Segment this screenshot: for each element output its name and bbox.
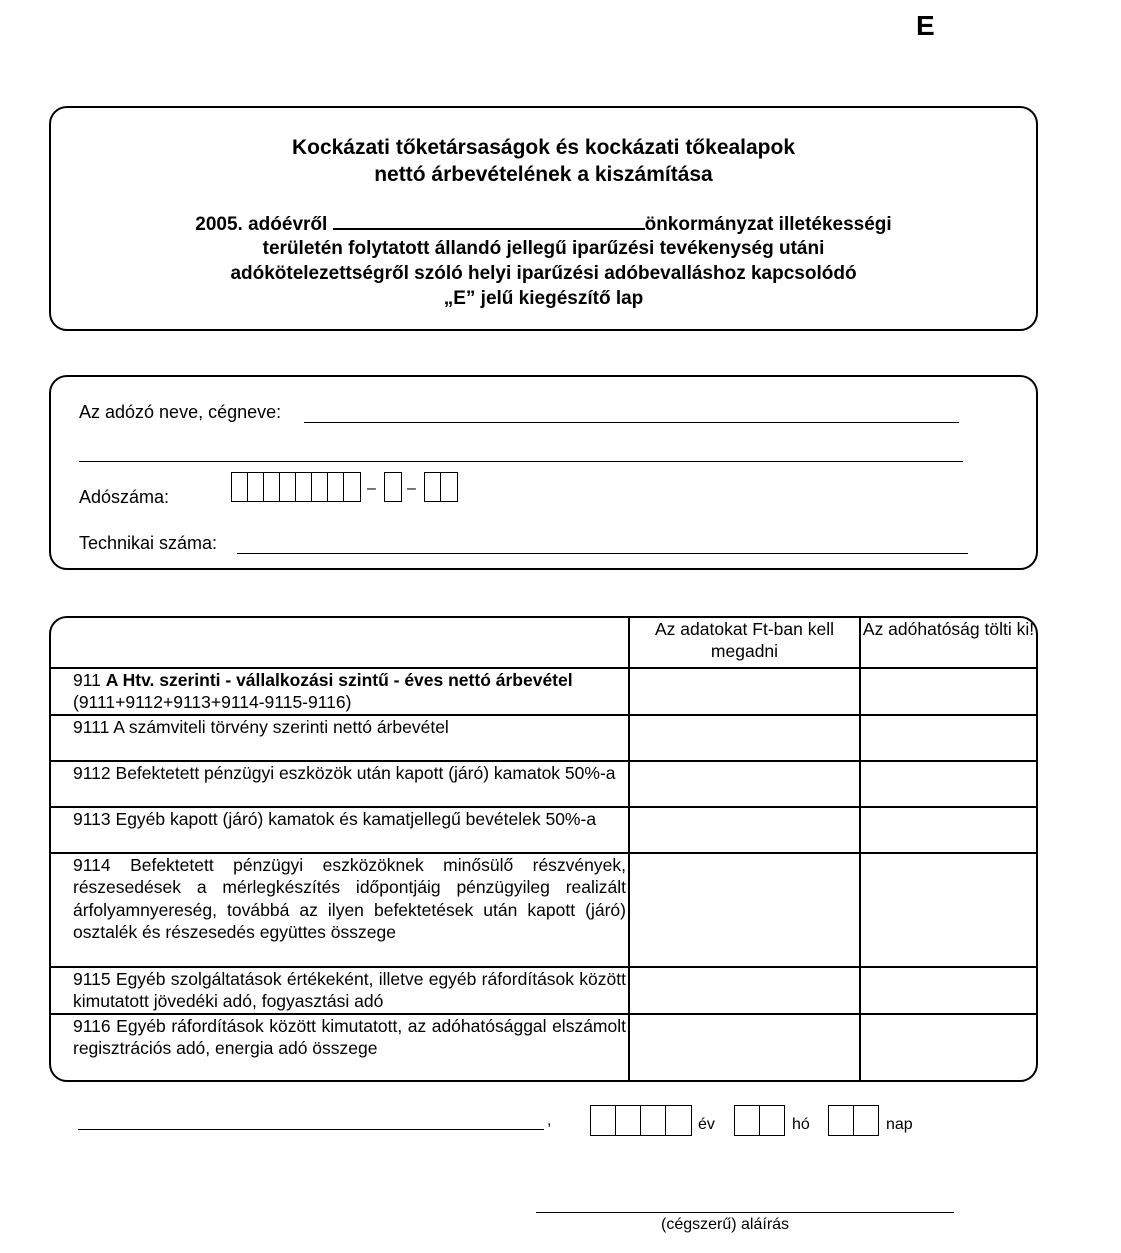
taxpayer-name-label: Az adózó neve, cégneve: [79,402,282,422]
row-9113-authority-cell [860,807,1036,853]
municipality-suffix: önkormányzat illetékességi [644,214,892,235]
table-row [51,761,1036,807]
table-row [51,715,1036,761]
row-9112-amount-cell[interactable] [629,761,860,807]
row-text: Befektetett pénzügyi eszközöknek minősülő részvények, részesedések a mérlegkészítés időpontjáig pénzügyileg realizált árfolyamnyereség, továbbá az ilyen befektetések után kapott (járó) osztalék és részesedés együttes összege [73,854,626,942]
tax-number-label: Adószáma: [79,487,170,507]
tax-number-separator-1: – [367,480,376,497]
table-row [51,807,1036,853]
header-authority: Az adóhatóság tölti ki! [860,618,1036,668]
row-text: Egyéb kapott (járó) kamatok és kamatjellegű bevételek 50%-a [115,808,597,829]
taxpayer-name-field-line-2[interactable] [79,461,963,462]
year-label: év [698,1116,715,1133]
tax-year-label: 2005. adóévről [195,214,328,235]
row-code: 9112 [73,762,111,783]
row-9115-amount-cell[interactable] [629,967,860,1014]
row-code: 9115 [73,968,111,989]
row-9114-label [51,853,629,967]
taxpayer-name-field[interactable] [304,422,959,423]
row-911-authority-cell [860,668,1036,715]
revenue-table-box [49,616,1038,1082]
row-9111-amount-cell[interactable] [629,715,860,761]
row-9112-label [51,761,629,807]
form-title-line-1: Kockázati tőketársaságok és kockázati tőkealapok [291,136,796,159]
row-9111-label [51,715,629,761]
taxpayer-info-box [49,375,1038,570]
day-label: nap [886,1116,913,1133]
place-field[interactable] [78,1129,544,1130]
table-row [51,967,1036,1014]
row-text: A számviteli törvény szerinti nettó árbevétel [113,716,449,737]
row-9113-label [51,807,629,853]
municipality-blank[interactable] [333,212,645,230]
row-9111-authority-cell [860,715,1036,761]
title-box [49,106,1038,331]
form-subtitle-line-3: adókötelezettségről szóló helyi iparűzési adóbevalláshoz kapcsolódó [230,263,857,284]
row-code: 9114 [73,854,111,875]
table-header-row [51,618,1036,668]
form-title-line-2: nettó árbevételének a kiszámítása [374,163,713,186]
technical-number-label: Technikai száma: [79,533,218,553]
signature-line[interactable] [536,1212,954,1213]
form-subtitle-line-2: területén folytatott állandó jellegű iparűzési tevékenység utáni [262,238,825,259]
row-9113-amount-cell[interactable] [629,807,860,853]
row-code: 9116 [73,1015,111,1036]
month-cells[interactable] [734,1105,785,1136]
row-9115-authority-cell [860,967,1036,1014]
header-amount: Az adatokat Ft-ban kell megadni [629,618,860,668]
day-cells[interactable] [828,1105,879,1136]
year-cells[interactable] [590,1105,692,1136]
signature-caption: (cégszerű) aláírás [661,1216,790,1233]
row-text: Befektetett pénzügyi eszközök után kapott (járó) kamatok 50%-a [115,762,616,783]
table-row [51,853,1036,967]
revenue-table [51,618,1036,1080]
row-9116-label [51,1014,629,1080]
header-empty-cell [51,618,629,668]
tax-number-county-cells[interactable] [424,472,458,502]
month-label: hó [792,1116,810,1133]
table-row [51,1014,1036,1080]
row-911-amount-cell[interactable] [629,668,860,715]
row-911-label [51,668,629,715]
row-9114-authority-cell [860,853,1036,967]
form-letter: E [916,10,935,41]
form-subtitle-line-1 [51,212,1036,236]
row-911-formula: (9111+9112+9113+9114-9115-9116) [73,692,352,713]
row-text: Egyéb ráfordítások között kimutatott, az adóhatósággal elszámolt regisztrációs adó, energia adó összege [73,1015,626,1058]
row-code: 911 [73,670,101,690]
row-9116-authority-cell [860,1014,1036,1080]
tax-number-vat-cell[interactable] [384,472,402,502]
row-code: 9113 [73,808,111,829]
form-subtitle-line-4: „E” jelű kiegészítő lap [443,288,644,309]
row-9115-label [51,967,629,1014]
tax-number-main-cells[interactable] [231,472,361,502]
row-9116-amount-cell[interactable] [629,1014,860,1080]
row-9114-amount-cell[interactable] [629,853,860,967]
row-code: 9111 [73,716,110,737]
place-comma: , [547,1112,552,1129]
tax-number-separator-2: – [407,480,416,497]
row-9112-authority-cell [860,761,1036,807]
row-911-bold-text: A Htv. szerinti - vállalkozási szintű - éves nettó árbevétel [105,670,573,690]
technical-number-field[interactable] [237,553,968,554]
row-text: Egyéb szolgáltatások értékeként, illetve egyéb ráfordítások között kimutatott jövedéki adó, fogyasztási adó [73,968,626,1012]
table-row [51,668,1036,715]
